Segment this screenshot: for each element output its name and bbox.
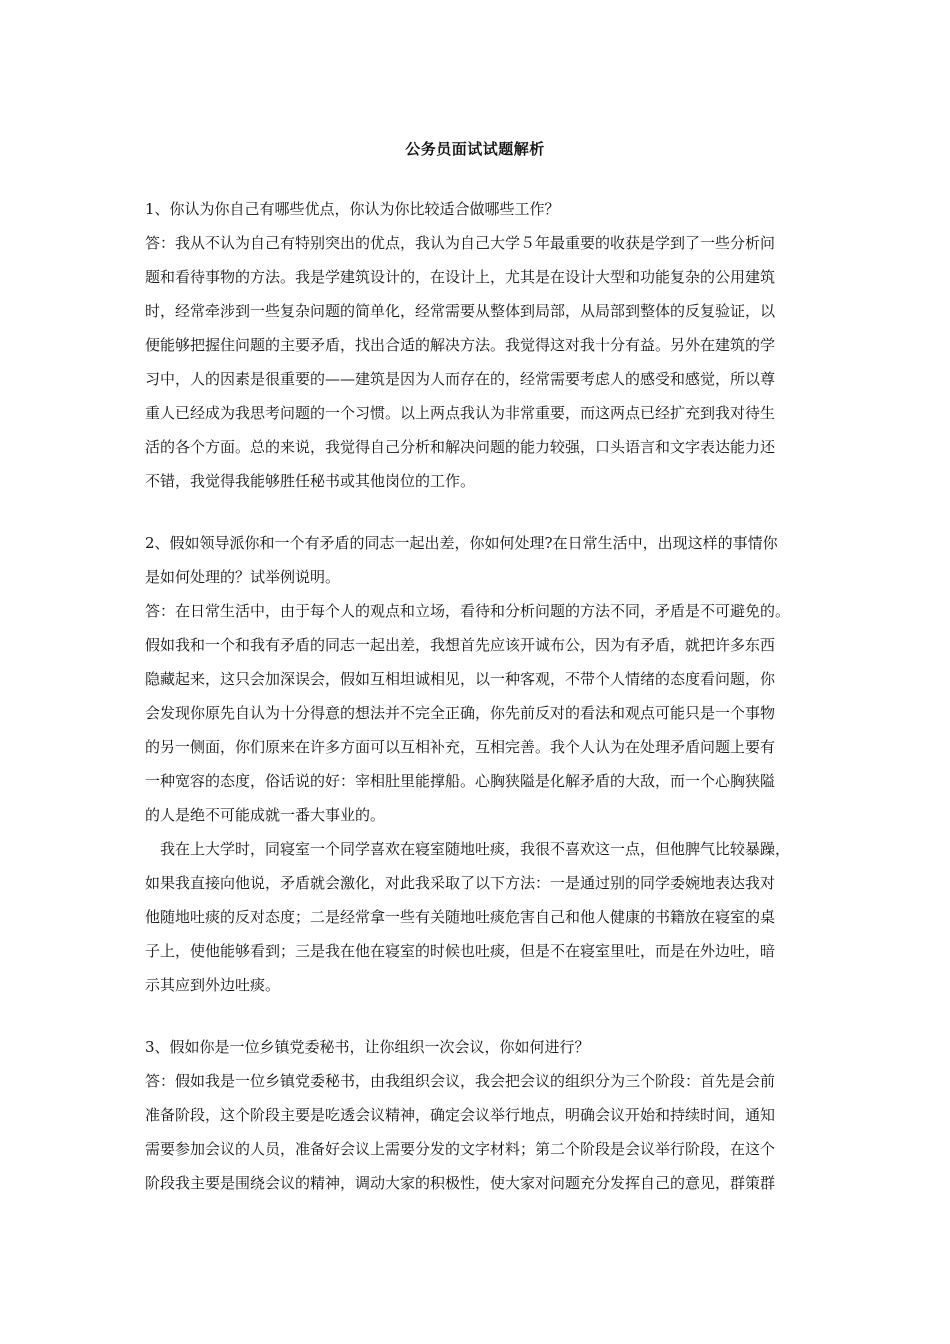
answer-1-line: 便能够把握住问题的主要矛盾，找出合适的解决方法。我觉得这对我十分有益。另外在建筑的学 — [145, 336, 776, 354]
answer-1-line: 不错，我觉得我能够胜任秘书或其他岗位的工作。 — [145, 472, 476, 490]
answer-1-line: 题和看待事物的方法。我是学建筑设计的，在设计上，尤其是在设计大型和功能复杂的公用建筑 — [145, 268, 776, 286]
answer-2-line: 隐藏起来，这只会加深误会，假如互相坦诚相见，以一种客观，不带个人情绪的态度看问题，你 — [145, 670, 776, 688]
answer-3-line: 准备阶段，这个阶段主要是吃透会议精神，确定会议举行地点，明确会议开始和持续时间，通知 — [145, 1106, 776, 1124]
answer-2-example-line: 示其应到外边吐痰。 — [145, 976, 281, 994]
answer-2-line: 会发现你原先自认为十分得意的想法并不完全正确，你先前反对的看法和观点可能只是一个事物 — [145, 704, 776, 722]
answer-3-line: 阶段我主要是围绕会议的精神，调动大家的积极性，使大家对问题充分发挥自己的意见，群策群 — [145, 1174, 776, 1192]
answer-2-line: 的人是绝不可能成就一番大事业的。 — [145, 806, 386, 824]
answer-2-line: 假如我和一个和我有矛盾的同志一起出差，我想首先应该开诚布公，因为有矛盾，就把许多东西 — [145, 636, 776, 654]
answer-1-line: 答：我从不认为自己有特别突出的优点，我认为自己大学５年最重要的收获是学到了一些分析问 — [145, 234, 776, 252]
question-3: 3、假如你是一位乡镇党委秘书，让你组织一次会议，你如何进行？ — [145, 1038, 590, 1056]
answer-2-line: 答：在日常生活中，由于每个人的观点和立场，看待和分析问题的方法不同，矛盾是不可避免的。 — [145, 602, 791, 620]
answer-3-line: 答：假如我是一位乡镇党委秘书，由我组织会议，我会把会议的组织分为三个阶段：首先是会前 — [145, 1072, 776, 1090]
answer-3-line: 需要参加会议的人员，准备好会议上需要分发的文字材料；第二个阶段是会议举行阶段，在这个 — [145, 1140, 776, 1158]
answer-2-example-line: 子上，使他能够看到；三是我在他在寝室的时候也吐痰，但是不在寝室里吐，而是在外边吐，暗 — [145, 942, 776, 960]
answer-2-line: 的另一侧面，你们原来在许多方面可以互相补充，互相完善。我个人认为在处理矛盾问题上要有 — [145, 738, 776, 756]
answer-2-example-line: 他随地吐痰的反对态度；二是经常拿一些有关随地吐痰危害自己和他人健康的书籍放在寝室的桌 — [145, 908, 776, 926]
question-1: 1、你认为你自己有哪些优点，你认为你比较适合做哪些工作？ — [145, 200, 560, 218]
document-title: 公务员面试试题解析 — [405, 140, 545, 158]
answer-1-line: 时，经常牵涉到一些复杂问题的简单化，经常需要从整体到局部，从局部到整体的反复验证，以 — [145, 302, 776, 320]
answer-1-line: 习中，人的因素是很重要的——建筑是因为人而存在的，经常需要考虑人的感受和感觉，所以尊 — [145, 370, 776, 388]
answer-2-example-line: 如果我直接向他说，矛盾就会激化，对此我采取了以下方法：一是通过别的同学委婉地表达我对 — [145, 874, 776, 892]
answer-1-line: 活的各个方面。总的来说，我觉得自己分析和解决问题的能力较强，口头语言和文字表达能力还 — [145, 438, 776, 456]
question-2: 2、假如领导派你和一个有矛盾的同志一起出差，你如何处理?在日常生活中，出现这样的事情你 — [145, 534, 778, 552]
question-2-line: 是如何处理的？试举例说明。 — [145, 568, 341, 586]
answer-2-example-line: 我在上大学时，同寝室一个同学喜欢在寝室随地吐痰，我很不喜欢这一点，但他脾气比较暴躁， — [145, 840, 791, 858]
answer-1-line: 重人已经成为我思考问题的一个习惯。以上两点我认为非常重要，而这两点已经扩充到我对待生 — [145, 404, 776, 422]
answer-2-line: 一种宽容的态度，俗话说的好：宰相肚里能撑船。心胸狭隘是化解矛盾的大敌，而一个心胸狭隘 — [145, 772, 776, 790]
